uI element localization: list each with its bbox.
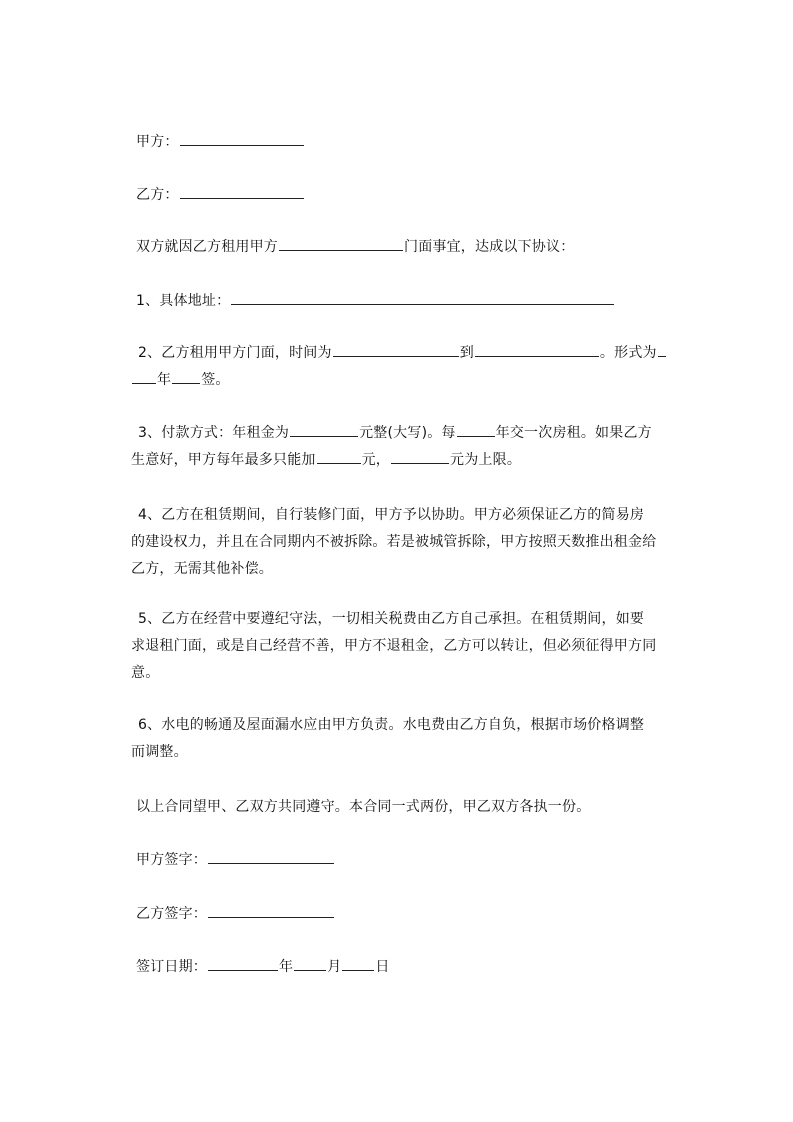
intro-before: 双方就因乙方租用甲方 bbox=[136, 239, 278, 255]
clause-3-part4: 生意好，甲方每年最多只能加 bbox=[131, 452, 316, 468]
clause-3-part2: 元整(大写)。每 bbox=[359, 425, 456, 441]
intro-blank[interactable] bbox=[279, 236, 403, 251]
clause-3-part1: 3、付款方式：年租金为 bbox=[138, 425, 290, 441]
clause-2-part5: 签。 bbox=[201, 372, 230, 388]
address-blank[interactable] bbox=[231, 290, 614, 305]
year-label: 年 bbox=[279, 959, 294, 975]
clause-6 bbox=[131, 712, 661, 766]
sign-date-line bbox=[136, 956, 390, 978]
party-a-line bbox=[136, 131, 305, 153]
form-blank-1[interactable] bbox=[658, 342, 666, 357]
limit-blank[interactable] bbox=[391, 449, 449, 464]
party-b-line bbox=[136, 184, 305, 206]
clause-3-part5: 元， bbox=[361, 452, 391, 468]
month-blank[interactable] bbox=[294, 956, 326, 971]
clause-5-line1: 5、乙方在经营中要遵纪守法，一切相关税费由乙方自己承担。在租赁期间，如要 bbox=[138, 611, 645, 627]
clause-2-part1: 2、乙方租用甲方门面，时间为 bbox=[138, 345, 332, 361]
start-date-blank[interactable] bbox=[333, 342, 459, 357]
form-blank-2[interactable] bbox=[132, 369, 156, 384]
intro-after: 门面事宜，达成以下协议： bbox=[404, 239, 575, 255]
sign-a-blank[interactable] bbox=[208, 849, 334, 864]
party-b-label: 乙方： bbox=[136, 187, 179, 203]
clause-4 bbox=[131, 502, 661, 583]
party-b-blank[interactable] bbox=[180, 184, 304, 199]
day-label: 日 bbox=[375, 959, 390, 975]
clause-4-line3: 乙方，无需其他补偿。 bbox=[131, 561, 273, 577]
party-a-blank[interactable] bbox=[180, 131, 304, 146]
form-blank-3[interactable] bbox=[172, 369, 200, 384]
clause-2-part4: 年 bbox=[157, 372, 172, 388]
clause-3-part6: 元为上限。 bbox=[450, 452, 522, 468]
clause-6-line2: 而调整。 bbox=[131, 744, 188, 760]
clause-5-line2: 求退租门面，或是自己经营不善，甲方不退租金，乙方可以转让，但必须征得甲方同 bbox=[131, 638, 657, 654]
clause-1 bbox=[136, 290, 615, 312]
sign-a-line bbox=[136, 849, 335, 871]
clause-2-part2: 到 bbox=[459, 345, 474, 361]
increase-blank[interactable] bbox=[317, 449, 361, 464]
end-date-blank[interactable] bbox=[475, 342, 599, 357]
clause-3-part3: 年交一次房租。如果乙方 bbox=[495, 425, 652, 441]
clause-5-line3: 意。 bbox=[131, 665, 160, 681]
party-a-label: 甲方： bbox=[136, 134, 179, 150]
day-blank[interactable] bbox=[342, 956, 374, 971]
clause-6-line1: 6、水电的畅通及屋面漏水应由甲方负责。水电费由乙方自负，根据市场价格调整 bbox=[138, 717, 645, 733]
closing-line: 以上合同望甲、乙双方共同遵守。本合同一式两份，甲乙双方各执一份。 bbox=[136, 799, 591, 815]
year-blank[interactable] bbox=[208, 956, 278, 971]
clause-2-part3: 。形式为 bbox=[599, 345, 657, 361]
clause-5 bbox=[131, 606, 661, 687]
clause-3 bbox=[131, 420, 661, 474]
sign-b-blank[interactable] bbox=[208, 903, 334, 918]
clause-2 bbox=[131, 340, 661, 394]
sign-b-line bbox=[136, 903, 335, 925]
clause-4-line1: 4、乙方在租赁期间，自行装修门面，甲方予以协助。甲方必须保证乙方的简易房 bbox=[138, 507, 645, 523]
payment-interval-blank[interactable] bbox=[457, 422, 495, 437]
sign-b-label: 乙方签字： bbox=[136, 906, 207, 922]
clause-1-text: 1、具体地址： bbox=[136, 293, 231, 309]
sign-date-label: 签订日期： bbox=[136, 959, 207, 975]
sign-a-label: 甲方签字： bbox=[136, 852, 207, 868]
clause-4-line2: 的建设权力，并且在合同期内不被拆除。若是被城管拆除，甲方按照天数推出租金给 bbox=[131, 534, 657, 550]
month-label: 月 bbox=[327, 959, 342, 975]
rent-amount-blank[interactable] bbox=[290, 422, 358, 437]
intro-line bbox=[136, 236, 574, 258]
